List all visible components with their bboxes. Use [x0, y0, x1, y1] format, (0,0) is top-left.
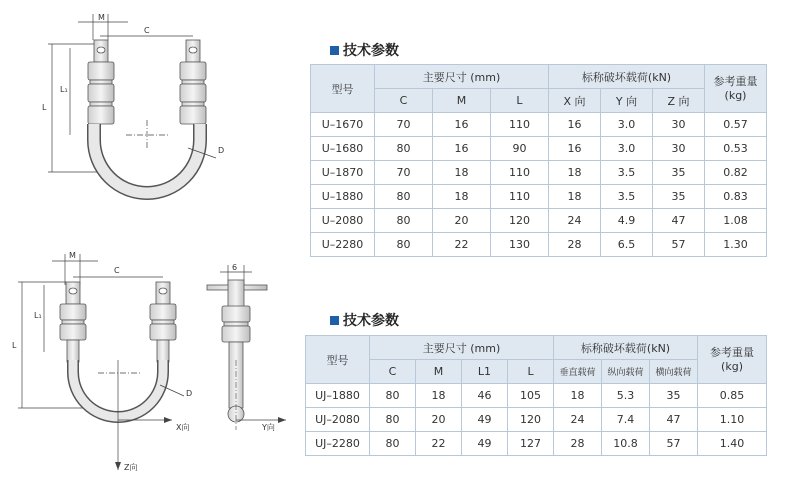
weight-header: 参考重量 (kg) [698, 336, 767, 384]
model-cell: U–1670 [311, 113, 375, 137]
value-cell: 5.3 [602, 384, 650, 408]
value-cell: 110 [491, 161, 549, 185]
value-cell: 1.08 [705, 209, 767, 233]
value-cell: 47 [653, 209, 705, 233]
sub-header: M [416, 360, 462, 384]
value-cell: 4.9 [601, 209, 653, 233]
table-row [311, 209, 767, 233]
value-cell: 35 [653, 185, 705, 209]
model-cell: U–2080 [311, 209, 375, 233]
value-cell: 57 [653, 233, 705, 257]
model-cell: UJ–2080 [306, 408, 370, 432]
value-cell: 80 [375, 137, 433, 161]
title-square-icon [330, 316, 339, 325]
value-cell: 20 [433, 209, 491, 233]
table-row [311, 185, 767, 209]
value-cell: 18 [554, 384, 602, 408]
value-cell: 1.30 [705, 233, 767, 257]
table1-title-text: 技术参数 [343, 43, 399, 59]
model-cell: U–2280 [311, 233, 375, 257]
value-cell: 30 [653, 137, 705, 161]
value-cell: 0.82 [705, 161, 767, 185]
load-group-header: 标称破坏载荷(kN) [554, 336, 698, 360]
dims-group-header: 主要尺寸 (mm) [370, 336, 554, 360]
value-cell: 35 [653, 161, 705, 185]
sub-header: Y 向 [601, 89, 653, 113]
sub-header: Z 向 [653, 89, 705, 113]
table-row [306, 384, 767, 408]
dim2-l-label: L [12, 341, 17, 350]
value-cell: 16 [433, 113, 491, 137]
value-cell: 120 [508, 408, 554, 432]
table-row [311, 113, 767, 137]
value-cell: 80 [370, 384, 416, 408]
dim-c-label: C [144, 26, 150, 35]
value-cell: 16 [549, 137, 601, 161]
sub-header: L [491, 89, 549, 113]
value-cell: 47 [650, 408, 698, 432]
value-cell: 1.40 [698, 432, 767, 456]
dims-group-header: 主要尺寸 (mm) [375, 65, 549, 89]
value-cell: 90 [491, 137, 549, 161]
value-cell: 46 [462, 384, 508, 408]
value-cell: 22 [416, 432, 462, 456]
value-cell: 105 [508, 384, 554, 408]
sub-header: X 向 [549, 89, 601, 113]
model-header: 型号 [311, 65, 375, 113]
dim-d-label: D [218, 146, 225, 155]
dim-l1-label: L₁ [60, 85, 68, 94]
value-cell: 110 [491, 185, 549, 209]
table1-body [311, 113, 767, 257]
value-cell: 80 [375, 209, 433, 233]
value-cell: 70 [375, 113, 433, 137]
sub-header: M [433, 89, 491, 113]
table2-title-text: 技术参数 [343, 313, 399, 329]
sub-header: 横向载荷 [650, 360, 698, 384]
table2 [305, 335, 767, 456]
value-cell: 20 [416, 408, 462, 432]
value-cell: 0.57 [705, 113, 767, 137]
table-row [306, 408, 767, 432]
x-direction-label: X向 [176, 423, 190, 432]
value-cell: 16 [433, 137, 491, 161]
value-cell: 6.5 [601, 233, 653, 257]
table1 [310, 64, 767, 257]
value-cell: 24 [554, 408, 602, 432]
value-cell: 18 [433, 161, 491, 185]
sub-header: C [370, 360, 416, 384]
dim2-l1-label: L₁ [34, 311, 42, 320]
value-cell: 110 [491, 113, 549, 137]
value-cell: 7.4 [602, 408, 650, 432]
table-row [311, 161, 767, 185]
value-cell: 18 [549, 185, 601, 209]
dim2-c-label: C [114, 266, 120, 275]
value-cell: 22 [433, 233, 491, 257]
model-cell: U–1880 [311, 185, 375, 209]
dim2-6-label: 6 [232, 263, 238, 272]
value-cell: 18 [433, 185, 491, 209]
value-cell: 49 [462, 408, 508, 432]
value-cell: 130 [491, 233, 549, 257]
value-cell: 3.5 [601, 161, 653, 185]
table1-title [330, 40, 399, 60]
table-row [311, 137, 767, 161]
value-cell: 80 [375, 185, 433, 209]
sub-header: L1 [462, 360, 508, 384]
model-cell: U–1870 [311, 161, 375, 185]
sub-header: C [375, 89, 433, 113]
value-cell: 0.53 [705, 137, 767, 161]
value-cell: 28 [549, 233, 601, 257]
value-cell: 18 [549, 161, 601, 185]
value-cell: 18 [416, 384, 462, 408]
value-cell: 80 [370, 432, 416, 456]
value-cell: 35 [650, 384, 698, 408]
table2-body [306, 384, 767, 456]
value-cell: 1.10 [698, 408, 767, 432]
dim2-d-label: D [186, 389, 193, 398]
value-cell: 70 [375, 161, 433, 185]
value-cell: 3.0 [601, 137, 653, 161]
model-header: 型号 [306, 336, 370, 384]
table-row [311, 233, 767, 257]
table2-title [330, 310, 399, 330]
value-cell: 30 [653, 113, 705, 137]
value-cell: 10.8 [602, 432, 650, 456]
sub-header: L [508, 360, 554, 384]
weight-header: 参考重量 (kg) [705, 65, 767, 113]
u-bolt-drawing [0, 0, 300, 230]
table-row [306, 432, 767, 456]
dim-m-label: M [98, 13, 105, 22]
value-cell: 3.0 [601, 113, 653, 137]
value-cell: 3.5 [601, 185, 653, 209]
sub-header: 纵向载荷 [602, 360, 650, 384]
sub-header: 垂直载荷 [554, 360, 602, 384]
y-direction-label: Y向 [262, 423, 275, 432]
value-cell: 120 [491, 209, 549, 233]
value-cell: 0.83 [705, 185, 767, 209]
model-cell: U–1680 [311, 137, 375, 161]
dim2-m-label: M [69, 251, 76, 260]
value-cell: 127 [508, 432, 554, 456]
value-cell: 28 [554, 432, 602, 456]
value-cell: 0.85 [698, 384, 767, 408]
value-cell: 16 [549, 113, 601, 137]
title-square-icon [330, 46, 339, 55]
value-cell: 80 [370, 408, 416, 432]
value-cell: 80 [375, 233, 433, 257]
model-cell: UJ–1880 [306, 384, 370, 408]
load-group-header: 标称破坏载荷(kN) [549, 65, 705, 89]
value-cell: 49 [462, 432, 508, 456]
value-cell: 24 [549, 209, 601, 233]
dim-l-label: L [42, 103, 47, 112]
z-direction-label: Z向 [124, 463, 138, 472]
value-cell: 57 [650, 432, 698, 456]
model-cell: UJ–2280 [306, 432, 370, 456]
